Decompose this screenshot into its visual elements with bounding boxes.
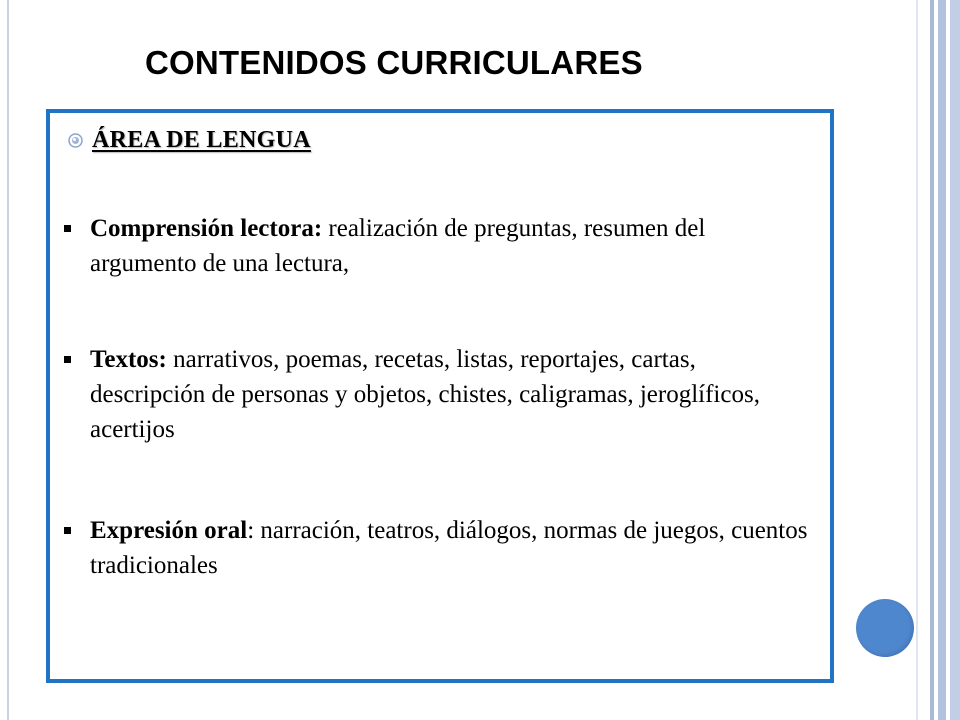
list-item-term: Expresión oral xyxy=(90,517,248,544)
content-box xyxy=(46,109,834,683)
list-item-text xyxy=(90,513,814,583)
right-stripe-decoration xyxy=(916,0,960,720)
section-heading xyxy=(68,127,311,154)
circle-bullet-icon xyxy=(68,133,83,148)
list-item-text xyxy=(90,211,814,281)
blue-circle-icon xyxy=(856,599,914,657)
list-item-description: realización de preguntas, resumen del argumento de una lectura, xyxy=(90,215,706,277)
section-heading-text: ÁREA DE LENGUA xyxy=(92,127,311,153)
list-item-description: : narración, teatros, diálogos, normas de juegos, cuentos tradicionales xyxy=(90,517,808,579)
square-bullet-icon xyxy=(64,356,71,363)
left-border-line xyxy=(7,0,9,720)
list-item xyxy=(64,211,814,281)
list-item-text xyxy=(90,342,814,447)
square-bullet-icon xyxy=(64,527,71,534)
list-item xyxy=(64,513,814,583)
square-bullet-icon xyxy=(64,225,71,232)
list-item-term: Textos: xyxy=(90,346,167,373)
list-item-description: narrativos, poemas, recetas, listas, reportajes, cartas, descripción de personas y objetos, chistes, caligramas, jeroglíficos, acertijos xyxy=(90,346,760,443)
list-item xyxy=(64,342,814,447)
list-item-term: Comprensión lectora: xyxy=(90,215,323,242)
slide-title: CONTENIDOS CURRICULARES xyxy=(145,44,643,81)
